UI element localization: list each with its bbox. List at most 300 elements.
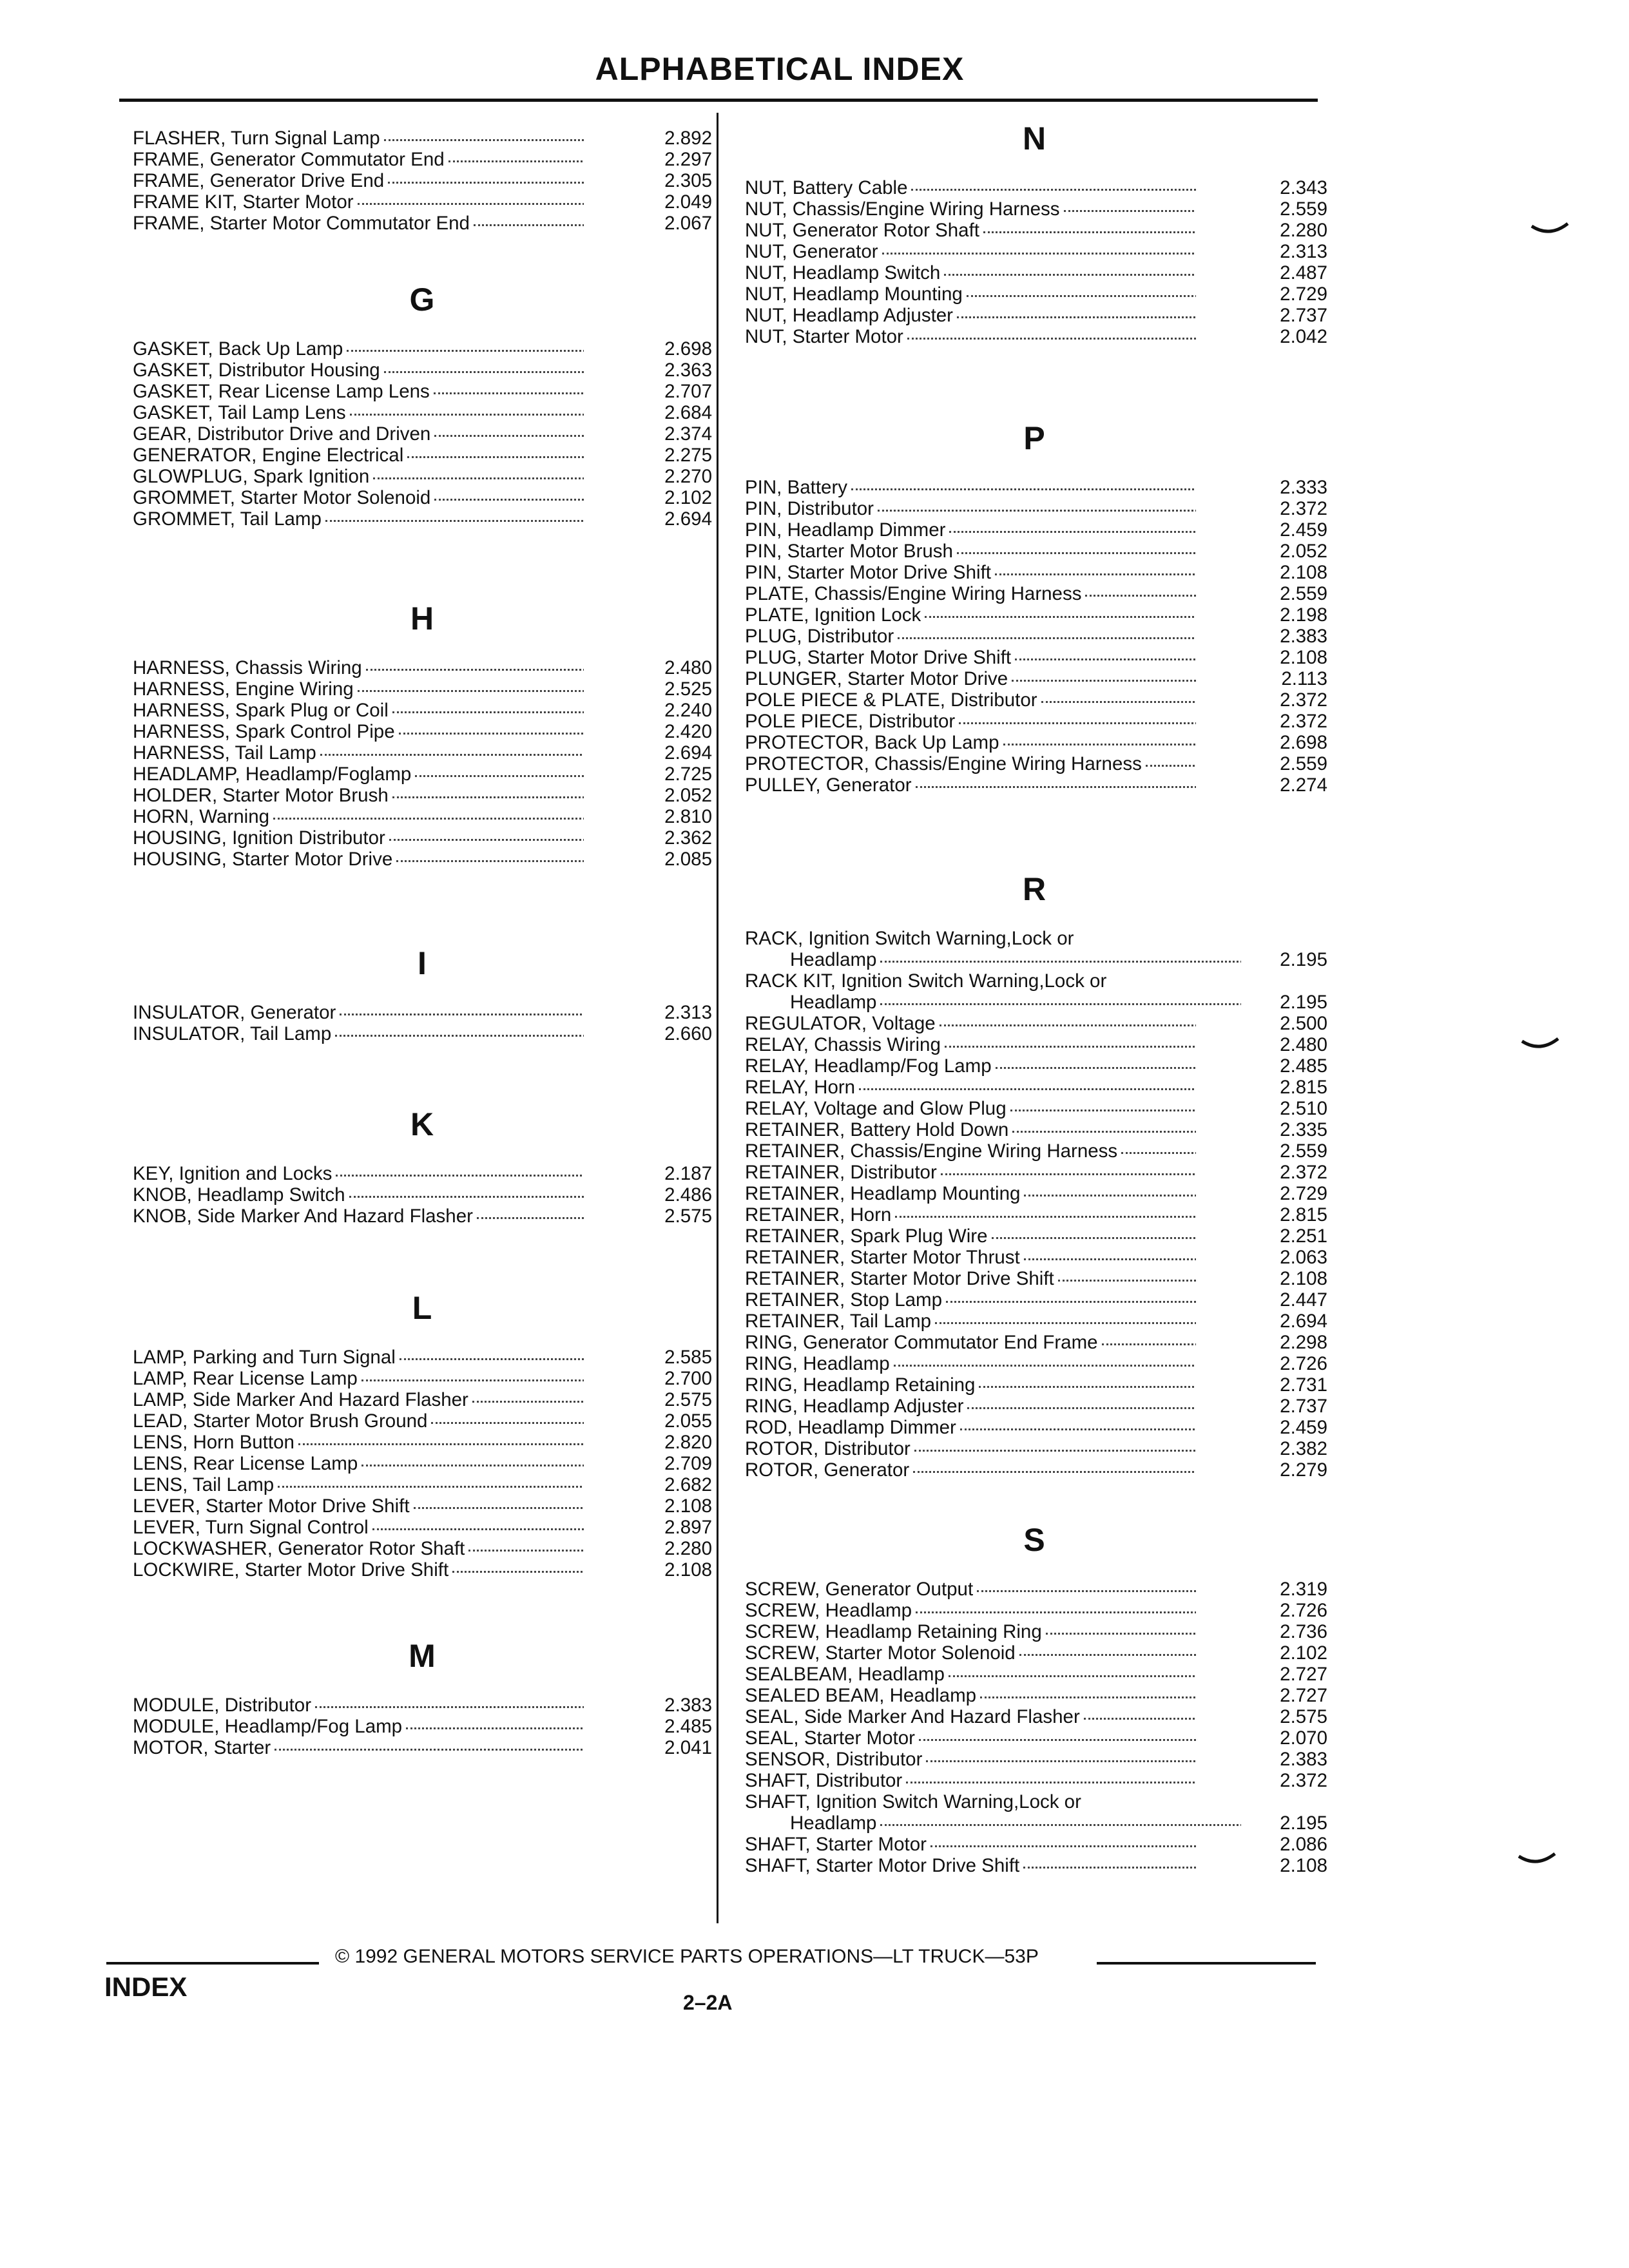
index-entry [735,477,1334,498]
index-entry [122,149,722,170]
leader-dots [911,187,1196,191]
leader-dots [389,837,584,841]
leader-dots [995,572,1196,575]
index-entry [735,604,1334,626]
entry-label [133,1432,584,1453]
index-entry [735,1332,1334,1353]
leader-dots [940,1023,1196,1026]
entry-label-text: RELAY, Chassis Wiring [745,1034,943,1055]
entry-page-ref: 2.374 [664,423,712,445]
entry-label [745,626,1196,647]
entry-label [745,220,1196,241]
leader-dots [914,1448,1196,1452]
leader-dots [859,1086,1196,1090]
leader-dots [1012,678,1196,682]
leader-dots [392,709,584,713]
entry-label-text: SEAL, Starter Motor [745,1727,918,1749]
entry-label [745,305,1196,326]
section-letter: S [1023,1522,1045,1558]
leader-dots [434,497,584,501]
entry-label-text: RELAY, Headlamp/Fog Lamp [745,1055,994,1077]
entry-page-ref: 2.343 [1280,177,1327,198]
section-letter: L [412,1290,432,1326]
index-entry [735,1374,1334,1396]
leader-dots [1041,699,1196,703]
entry-label [745,1396,1196,1417]
index-entry [122,849,722,870]
entry-page-ref: 2.559 [1280,753,1327,774]
index-entry [735,177,1334,198]
entry-label-text: LOCKWIRE, Starter Motor Drive Shift [133,1559,451,1581]
entry-page-ref: 2.700 [664,1368,712,1389]
leader-dots [996,1065,1196,1069]
leader-dots [1024,1193,1196,1196]
entry-page-ref: 2.575 [664,1389,712,1410]
leader-dots [941,1171,1196,1175]
index-entry [122,170,722,191]
entry-page-ref: 2.052 [1280,541,1327,562]
entry-label [745,1438,1196,1459]
entry-label-text: LEAD, Starter Motor Brush Ground [133,1410,430,1432]
index-entry [122,1737,722,1758]
index-entry [735,1311,1334,1332]
entry-label [133,213,584,234]
entry-label-text: SCREW, Headlamp [745,1600,914,1621]
entry-label [745,1077,1196,1098]
entry-page-ref: 2.362 [664,827,712,849]
index-entry [735,1855,1334,1876]
index-entry [735,1204,1334,1225]
index-entry [735,1225,1334,1247]
entry-label [133,466,584,487]
entry-label [133,1695,584,1716]
entry-page-ref: 2.575 [1280,1706,1327,1727]
entry-label-text: MODULE, Headlamp/Fog Lamp [133,1716,405,1737]
entry-label [745,241,1196,262]
index-entry [735,220,1334,241]
entry-label-text: SENSOR, Distributor [745,1749,925,1770]
entry-label [133,170,584,191]
entry-label-text: SEALBEAM, Headlamp [745,1664,947,1685]
entry-label [745,1812,1241,1834]
entry-label-text: KNOB, Side Marker And Hazard Flasher [133,1206,476,1227]
entry-page-ref: 2.815 [1280,1077,1327,1098]
leader-dots [1015,657,1196,660]
entry-label-text: FRAME, Generator Drive End [133,170,387,191]
entry-page-ref: 2.486 [664,1184,712,1206]
leader-dots [979,1384,1196,1388]
entry-page-ref: 2.575 [664,1206,712,1227]
leader-dots [273,816,584,820]
entry-page-ref: 2.195 [1280,1812,1327,1834]
entry-label [745,1374,1196,1396]
entry-label [133,1538,584,1559]
leader-dots [1023,1865,1196,1869]
entry-label [133,1002,584,1023]
entry-label [745,1162,1196,1183]
entry-page-ref: 2.698 [664,338,712,360]
entry-label-text: PLATE, Chassis/Engine Wiring Harness [745,583,1084,604]
entry-label [745,1225,1196,1247]
entry-label-text: NUT, Chassis/Engine Wiring Harness [745,198,1063,220]
leader-dots [1058,1278,1196,1282]
entry-label-text: NUT, Battery Cable [745,177,910,198]
entry-label-text: LAMP, Rear License Lamp [133,1368,360,1389]
index-entry [735,305,1334,326]
entry-page-ref: 2.086 [1280,1834,1327,1855]
leader-dots [980,1695,1196,1698]
index-entry [122,1368,722,1389]
entry-label-text: RELAY, Voltage and Glow Plug [745,1098,1009,1119]
index-entry [735,1417,1334,1438]
leader-dots [913,1469,1196,1473]
entry-page-ref: 2.313 [1280,241,1327,262]
index-entry [122,764,722,785]
entry-label-text: RACK KIT, Ignition Switch Warning,Lock or [745,970,1109,992]
entry-label-text: RETAINER, Starter Motor Drive Shift [745,1268,1057,1289]
leader-dots [1102,1341,1196,1345]
entry-label-text: GLOWPLUG, Spark Ignition [133,466,372,487]
index-entry [735,262,1334,284]
leader-dots [399,731,584,735]
entry-label-text: NUT, Generator Rotor Shaft [745,220,982,241]
entry-label [745,1183,1196,1204]
entry-label-text: PIN, Starter Motor Brush [745,541,956,562]
entry-label [133,764,584,785]
leader-dots [347,348,584,352]
entry-label [745,519,1196,541]
entry-label [745,1098,1196,1119]
entry-label [133,806,584,827]
leader-dots [926,1758,1196,1762]
section-letter: I [418,945,427,981]
entry-page-ref: 2.372 [1280,689,1327,711]
index-entry [735,1034,1334,1055]
leader-dots [1064,208,1196,212]
entry-label-text: Headlamp [790,1812,879,1834]
entry-label-text: HOUSING, Ignition Distributor [133,827,388,849]
entry-page-ref: 2.198 [1280,604,1327,626]
entry-label-text: ROTOR, Generator [745,1459,912,1481]
entry-page-ref: 2.820 [664,1432,712,1453]
entry-label [133,1347,584,1368]
index-entry [122,700,722,721]
leader-dots [1121,1150,1196,1154]
leader-dots [372,1526,584,1530]
entry-label [133,338,584,360]
index-entry [122,1206,722,1227]
entry-label [745,1621,1196,1642]
entry-label [133,1206,584,1227]
entry-label [133,657,584,678]
entry-page-ref: 2.737 [1280,1396,1327,1417]
entry-label-text: GROMMET, Tail Lamp [133,508,324,530]
index-entry [122,508,722,530]
index-entry [735,1162,1334,1183]
entry-label-text: HARNESS, Spark Plug or Coil [133,700,391,721]
leader-dots [880,1001,1241,1005]
section-letter: P [1023,420,1045,456]
index-entry [735,498,1334,519]
entry-label [745,477,1196,498]
index-entry [735,1289,1334,1311]
entry-label [745,1119,1196,1140]
entry-page-ref: 2.447 [1280,1289,1327,1311]
entry-page-ref: 2.459 [1280,1417,1327,1438]
leader-dots [925,614,1196,618]
entry-page-ref: 2.274 [1280,774,1327,796]
section-letter: G [409,282,435,318]
entry-label [133,1023,584,1044]
entry-label-text: LAMP, Side Marker And Hazard Flasher [133,1389,471,1410]
index-entry [122,1347,722,1368]
entry-page-ref: 2.510 [1280,1098,1327,1119]
entry-label [745,647,1196,668]
entry-page-ref: 2.459 [1280,519,1327,541]
index-entry [122,381,722,402]
index-entry [122,213,722,234]
leader-dots [1024,1256,1196,1260]
entry-label-text: HORN, Warning [133,806,272,827]
index-entry [735,1055,1334,1077]
entry-label [745,198,1196,220]
leader-dots [468,1548,584,1552]
entry-label [745,1289,1196,1311]
entry-label [133,360,584,381]
entry-page-ref: 2.372 [1280,1162,1327,1183]
entry-label [745,732,1196,753]
index-entry [735,970,1334,992]
index-entry [122,466,722,487]
page-title: ALPHABETICAL INDEX [595,51,965,87]
entry-page-ref: 2.525 [664,678,712,700]
leader-dots [373,476,584,479]
entry-label-text: RETAINER, Tail Lamp [745,1311,934,1332]
index-entry [122,1695,722,1716]
entry-label-text: SHAFT, Starter Motor [745,1834,929,1855]
entry-label-text: MODULE, Distributor [133,1695,314,1716]
entry-label-text: SHAFT, Ignition Switch Warning,Lock or [745,1791,1084,1812]
entry-page-ref: 2.195 [1280,992,1327,1013]
footer-section-label: INDEX [104,1972,188,2002]
leader-dots [878,508,1196,512]
index-entry [735,1727,1334,1749]
entry-label [745,970,1196,992]
entry-label [745,1268,1196,1289]
leader-dots [1146,763,1196,767]
entry-page-ref: 2.275 [664,445,712,466]
leader-dots [366,667,584,671]
entry-page-ref: 2.187 [664,1163,712,1184]
entry-label-text: PIN, Headlamp Dimmer [745,519,948,541]
entry-label [745,562,1196,583]
leader-dots [315,1704,584,1708]
index-entry [735,326,1334,347]
index-entry [122,785,722,806]
entry-label [745,1791,1196,1812]
entry-label-text: HARNESS, Engine Wiring [133,678,356,700]
index-entry [122,1517,722,1538]
leader-dots [474,222,584,226]
index-entry [735,753,1334,774]
index-entry [735,1077,1334,1098]
binder-mark-icon [1521,1037,1559,1053]
entry-label [133,1453,584,1474]
entry-label-text: HOLDER, Starter Motor Brush [133,785,391,806]
entry-label-text: SHAFT, Starter Motor Drive Shift [745,1855,1022,1876]
entry-label-text: PROTECTOR, Chassis/Engine Wiring Harness [745,753,1144,774]
entry-label [745,1706,1196,1727]
index-entry [122,128,722,149]
leader-dots [434,433,584,437]
entry-label [133,1184,584,1206]
index-entry [122,338,722,360]
entry-page-ref: 2.102 [1280,1642,1327,1664]
entry-label [133,1495,584,1517]
entry-label [745,668,1196,689]
entry-label-text: FRAME, Starter Motor Commutator End [133,213,472,234]
entry-page-ref: 2.487 [1280,262,1327,284]
leader-dots [431,1420,584,1424]
entry-page-ref: 2.383 [1280,1749,1327,1770]
leader-dots [384,369,584,373]
entry-label-text: POLE PIECE, Distributor [745,711,958,732]
entry-page-ref: 2.897 [664,1517,712,1538]
index-entry [122,806,722,827]
entry-label [745,774,1196,796]
entry-label [133,149,584,170]
entry-label-text: PLUG, Starter Motor Drive Shift [745,647,1014,668]
leader-dots [434,390,584,394]
binder-mark-icon [1518,1852,1556,1868]
entry-label [133,423,584,445]
entry-label-text: POLE PIECE & PLATE, Distributor [745,689,1040,711]
index-entry [735,1685,1334,1706]
index-entry [735,732,1334,753]
entry-label-text: HARNESS, Chassis Wiring [133,657,365,678]
leader-dots [384,137,584,141]
entry-label [745,928,1196,949]
entry-label [745,1353,1196,1374]
entry-page-ref: 2.070 [1280,1727,1327,1749]
entry-page-ref: 2.892 [664,128,712,149]
index-entry [735,1812,1334,1834]
index-entry [735,1098,1334,1119]
entry-label-text: Headlamp [790,949,879,970]
entry-page-ref: 2.372 [1280,711,1327,732]
index-entry [122,423,722,445]
index-entry [735,1247,1334,1268]
leader-dots [396,858,584,862]
entry-label [745,1055,1196,1077]
entry-label [745,1600,1196,1621]
index-entry [735,647,1334,668]
entry-page-ref: 2.726 [1280,1353,1327,1374]
index-entry [122,1023,722,1044]
entry-label [745,753,1196,774]
entry-page-ref: 2.726 [1280,1600,1327,1621]
index-entry [122,360,722,381]
entry-page-ref: 2.682 [664,1474,712,1495]
index-section [122,937,722,1044]
index-entry [735,1770,1334,1791]
entry-page-ref: 2.585 [664,1347,712,1368]
leader-dots [1084,1716,1196,1720]
entry-label [133,700,584,721]
leader-dots [930,1843,1196,1847]
entry-label-text: GENERATOR, Engine Electrical [133,445,406,466]
leader-dots [880,1822,1241,1826]
entry-page-ref: 2.810 [664,806,712,827]
index-entry [735,1642,1334,1664]
entry-page-ref: 2.108 [664,1495,712,1517]
leader-dots [967,1405,1196,1409]
entry-page-ref: 2.660 [664,1023,712,1044]
entry-label-text: SEAL, Side Marker And Hazard Flasher [745,1706,1083,1727]
entry-label [133,849,584,870]
leader-dots [944,272,1196,276]
entry-page-ref: 2.108 [1280,1268,1327,1289]
entry-page-ref: 2.280 [1280,220,1327,241]
index-entry [735,992,1334,1013]
entry-page-ref: 2.729 [1280,1183,1327,1204]
leader-dots [946,1299,1196,1303]
entry-label [745,1034,1196,1055]
entry-page-ref: 2.485 [1280,1055,1327,1077]
entry-label [133,721,584,742]
entry-label [133,1559,584,1581]
leader-dots [945,1044,1196,1048]
entry-label-text: RING, Headlamp [745,1353,892,1374]
entry-label-text: NUT, Generator [745,241,881,262]
section-letter: H [410,601,434,637]
entry-label-text: RETAINER, Spark Plug Wire [745,1225,990,1247]
index-entry [735,774,1334,796]
entry-label-text: FRAME KIT, Starter Motor [133,191,356,213]
entry-page-ref: 2.559 [1280,198,1327,220]
entry-label-text: NUT, Headlamp Mounting [745,284,965,305]
footer-page-number: 2–2A [683,1991,733,2014]
entry-page-ref: 2.698 [1280,732,1327,753]
entry-label [133,1517,584,1538]
entry-page-ref: 2.694 [664,508,712,530]
leader-dots [472,1399,584,1403]
entry-page-ref: 2.333 [1280,477,1327,498]
entry-label-text: PROTECTOR, Back Up Lamp [745,732,1002,753]
section-letter: R [1022,871,1046,907]
leader-dots [906,1780,1196,1783]
leader-dots [919,1737,1196,1741]
leader-dots [358,688,584,692]
entry-label [133,827,584,849]
index-entry [122,1716,722,1737]
entry-label-text: RELAY, Horn [745,1077,858,1098]
index-section [122,1099,722,1227]
entry-label-text: RETAINER, Chassis/Engine Wiring Harness [745,1140,1120,1162]
leader-dots [898,635,1196,639]
entry-page-ref: 2.363 [664,360,712,381]
index-entry [735,1353,1334,1374]
index-section [735,113,1334,347]
entry-page-ref: 2.694 [1280,1311,1327,1332]
entry-label [133,191,584,213]
entry-page-ref: 2.067 [664,213,712,234]
entry-label-text: LENS, Rear License Lamp [133,1453,360,1474]
entry-label-text: KNOB, Headlamp Switch [133,1184,348,1206]
entry-label-text: RING, Generator Commutator End Frame [745,1332,1101,1353]
index-section [122,128,722,234]
entry-label-text: RETAINER, Horn [745,1204,894,1225]
